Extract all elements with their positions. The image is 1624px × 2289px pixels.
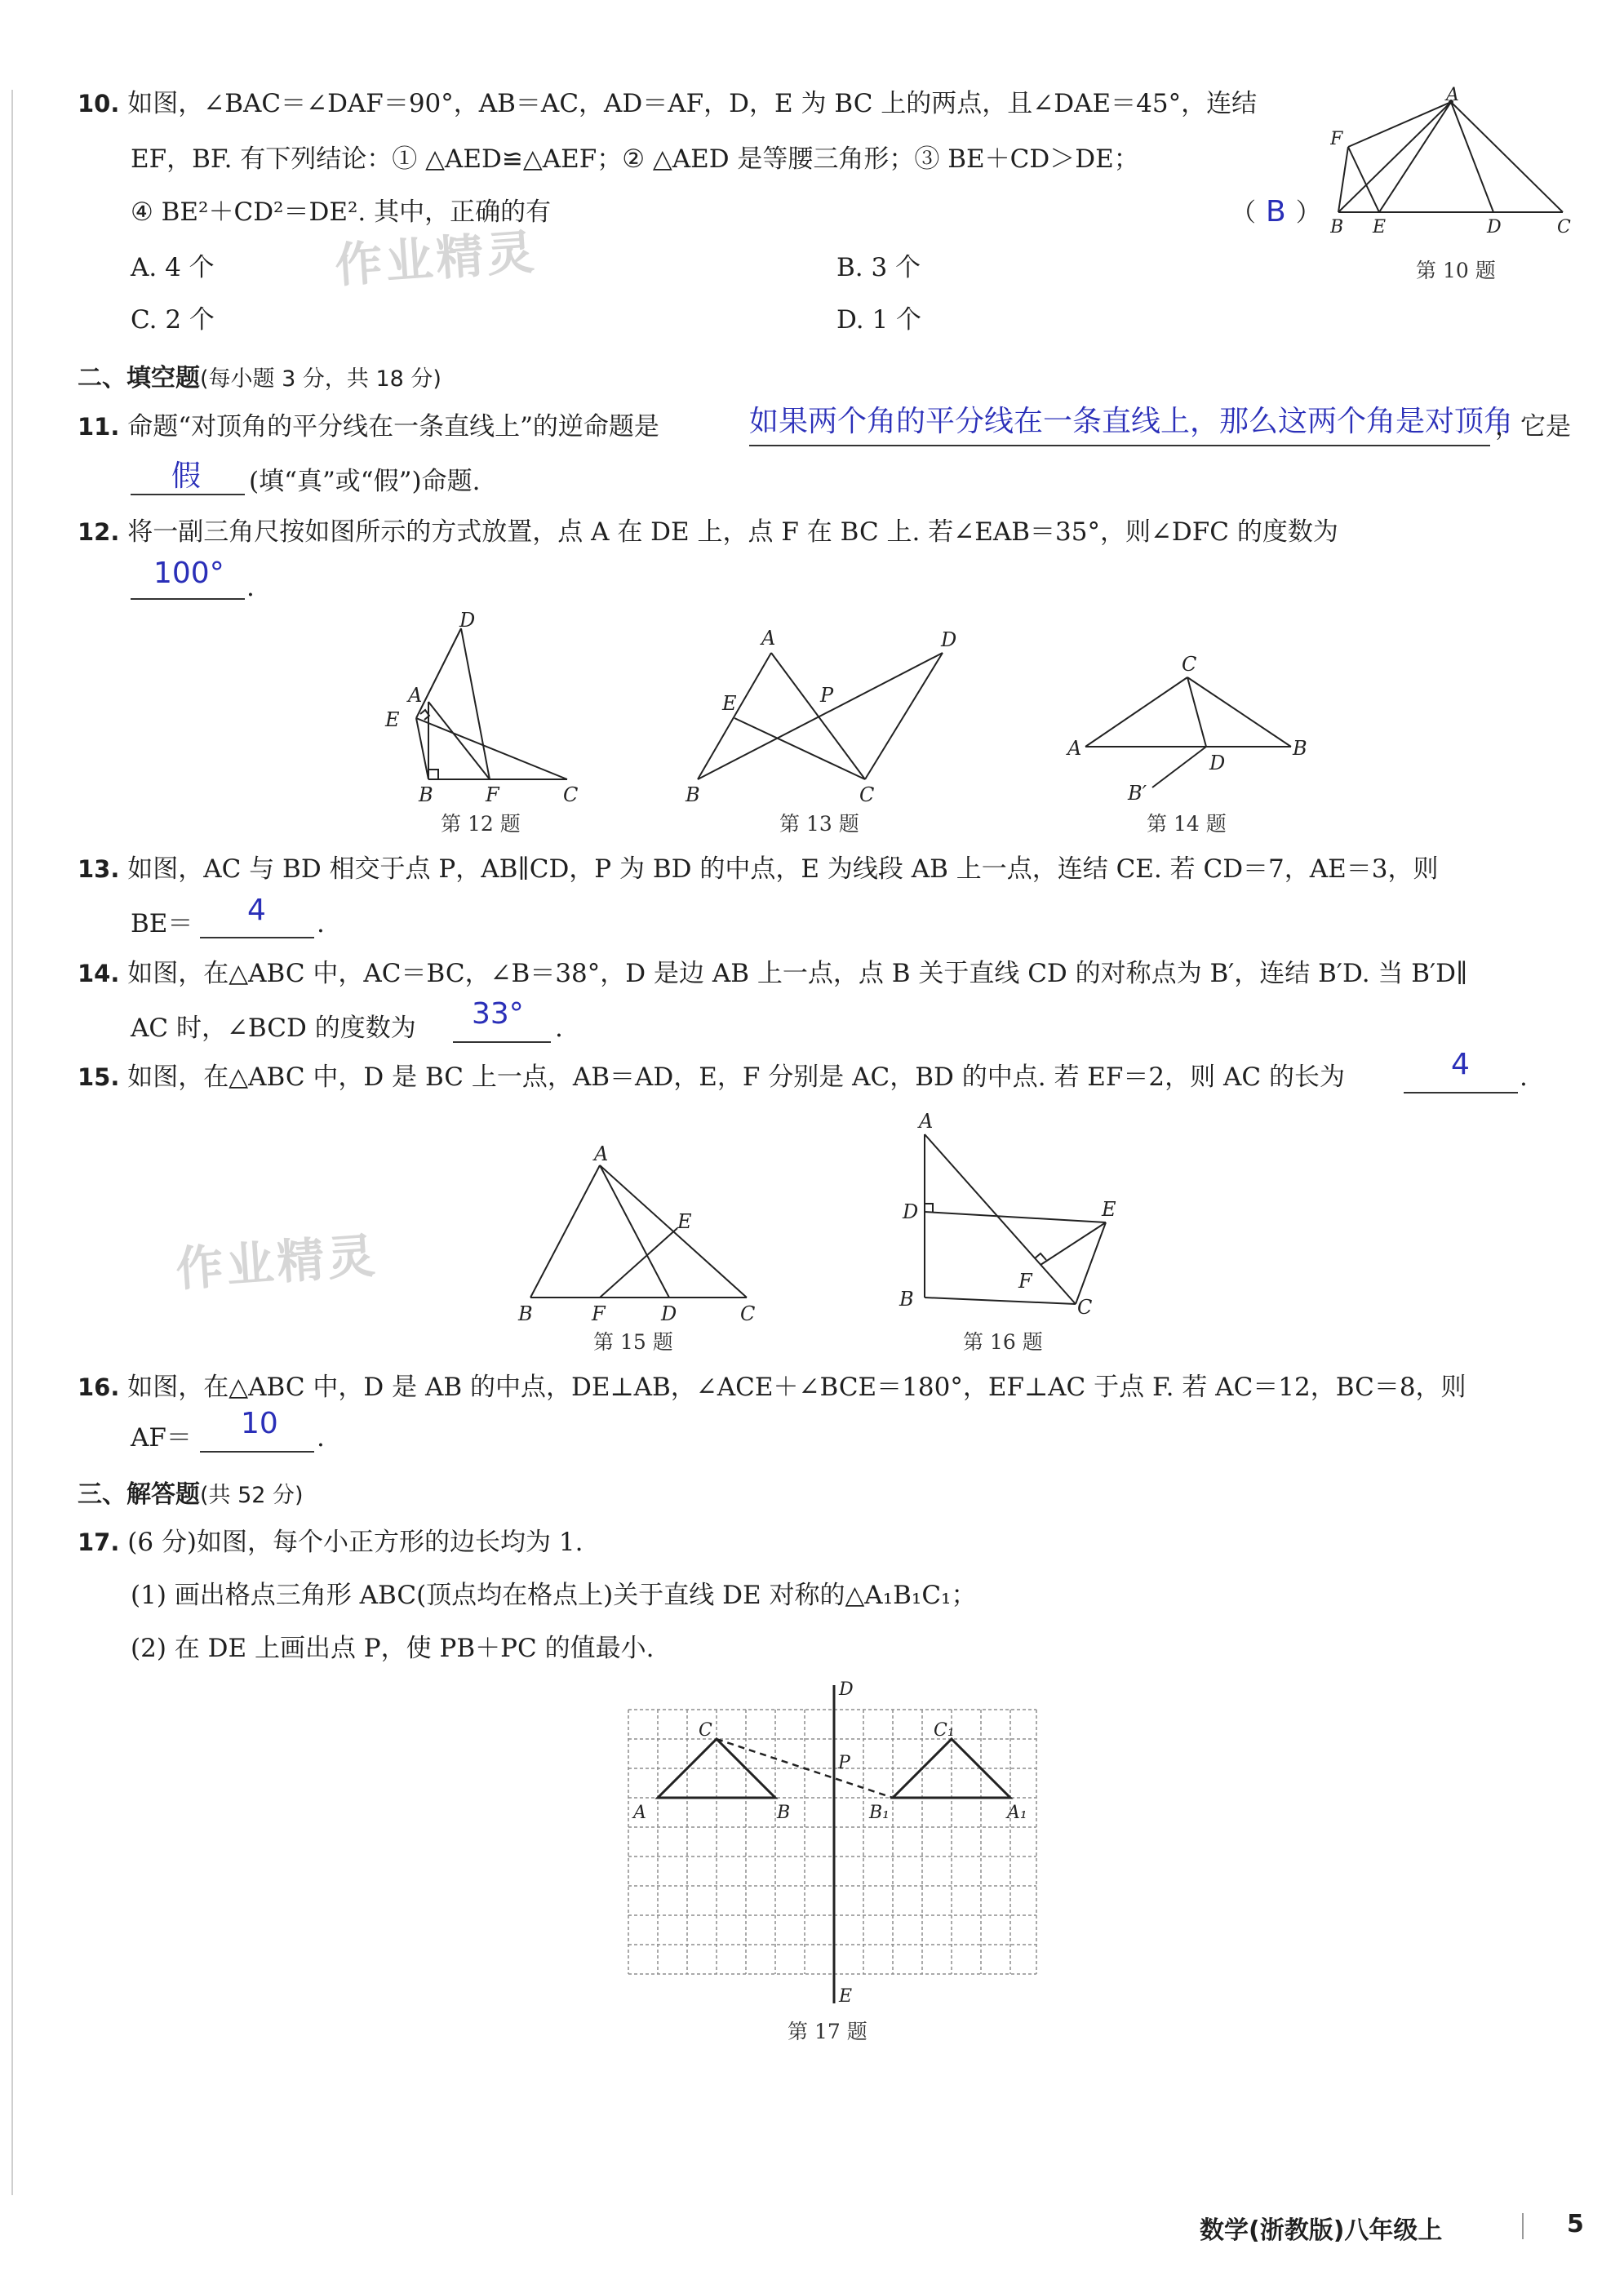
q17-sub1: (1) 画出格点三角形 ABC(顶点均在格点上)关于直线 DE 对称的△A₁B₁C₁； [131,1581,977,1610]
q15-text: 如图，在△ABC 中，D 是 BC 上一点，AB＝AD，E，F 分别是 AC，BD 的中点. 若 EF＝2，则 AC 的长为 [127,1062,1345,1092]
q15-answer: 4 [1451,1048,1470,1081]
question-number: 10. [78,90,120,118]
figure-17 [620,1677,1045,2020]
fig15-label-f: F [592,1302,606,1322]
q14-answer: 33° [472,997,524,1031]
q11-line2: (填“真”或“假”)命题. [249,467,481,496]
figure-13-caption: 第 13 题 [779,812,859,836]
q10-option-d: D. 1 个 [836,305,922,335]
fig15-label-a: A [594,1142,609,1165]
q17-sub2: (2) 在 DE 上画出点 P，使 PB＋PC 的值最小. [131,1634,654,1663]
fig12-label-f: F [486,783,499,806]
fig12-label-c: C [563,783,579,806]
fig15-label-b: B [518,1302,533,1322]
question-number: 16. [78,1373,120,1401]
fig17-label-a: A [633,1803,646,1823]
page-number: 5 [1567,2210,1584,2238]
footer-divider [1522,2213,1524,2239]
fig12-label-a: A [408,684,423,707]
fig13-label-c: C [859,783,875,806]
fig10-label-d: D [1487,217,1502,237]
figure-15 [514,1142,767,1322]
q16-answer: 10 [241,1407,278,1440]
q12-text: 将一副三角尺按如图所示的方式放置，点 A 在 DE 上，点 F 在 BC 上. 若∠EAB＝35°，则∠DFC 的度数为 [127,517,1338,547]
section-note: (每小题 3 分，共 18 分) [200,366,441,392]
question-number: 14. [78,960,120,987]
q13-blank [200,937,314,938]
q13-line1 [78,853,1439,885]
fig16-label-e: E [1102,1198,1116,1221]
fig15-label-c: C [740,1302,756,1322]
q17-text: (6 分)如图，每个小正方形的边长均为 1. [127,1528,583,1557]
fig17-label-e: E [839,1986,853,2007]
q10-option-b: B. 3 个 [836,253,921,282]
q17-line1 [78,1526,583,1559]
q14-blank [453,1041,551,1043]
fig14-label-d: D [1209,752,1226,774]
fig17-label-c1: C₁ [934,1720,955,1741]
fig16-label-b: B [899,1288,914,1311]
fig13-label-b: B [686,783,700,806]
q14-text: 如图，在△ABC 中，AC＝BC，∠B＝38°，D 是边 AB 上一点，点 B 关于直线 CD 的对称点为 B′，连结 B′D. 当 B′D∥ [127,959,1468,988]
q16-text: 如图，在△ABC 中，D 是 AB 的中点，DE⊥AB，∠ACE＋∠BCE＝180°，EF⊥AC 于点 F. 若 AC＝12，BC＝8，则 [127,1373,1466,1402]
watermark: 作业精灵 [333,224,539,294]
section-2-heading [78,357,441,393]
q14-line1 [78,957,1467,990]
question-number: 13. [78,855,120,883]
figure-13 [681,620,975,808]
figure-14 [1061,649,1314,804]
fig17-label-d: D [839,1679,854,1700]
fig12-label-b: B [419,783,433,806]
q13-end: . [317,909,325,938]
fig10-label-a: A [1446,86,1459,105]
question-number: 15. [78,1063,120,1091]
q14-end: . [555,1014,563,1043]
q15-blank [1404,1092,1518,1093]
q10-answer: B [1266,195,1286,228]
q10-line1 [78,87,1257,120]
figure-16-caption: 第 16 题 [963,1330,1043,1354]
margin-rule [11,90,13,2195]
fig15-label-e: E [677,1210,692,1233]
q14-prefix: AC 时，∠BCD 的度数为 [131,1014,416,1043]
figure-12 [371,612,583,808]
question-number: 11. [78,413,120,441]
question-number: 12. [78,518,120,546]
q11-answer-2: 假 [171,459,202,493]
fig13-label-d: D [941,628,957,651]
q11-blank-1 [749,445,1490,446]
paren-open: （ [1231,198,1256,228]
fig14-label-b-prime: B′ [1128,782,1147,804]
fig16-label-a: A [919,1110,934,1133]
q11-line1 [78,410,659,443]
paren-close: ） [1295,198,1321,228]
figure-17-caption: 第 17 题 [788,2020,867,2043]
fig17-label-c: C [699,1720,712,1741]
fig15-label-d: D [661,1302,677,1322]
section-3-heading [78,1474,304,1510]
fig14-label-a: A [1067,737,1082,760]
section-title: 三、解答题 [78,1480,200,1509]
fig14-label-b: B [1293,737,1307,760]
q12-answer: 100° [153,557,224,590]
q10-line2: EF，BF. 有下列结论：① △AED≌△AEF；② △AED 是等腰三角形；③ BE＋CD＞DE； [131,144,1139,174]
footer-subject: 数学(浙教版)八年级上 [1200,2216,1443,2245]
fig12-label-d: D [459,612,476,632]
question-number: 17. [78,1528,120,1556]
fig17-label-a1: A₁ [1007,1803,1027,1823]
fig17-label-p: P [838,1753,850,1773]
q13-answer: 4 [247,894,266,927]
fig10-label-b: B [1330,217,1344,237]
fig10-label-f: F [1330,129,1343,149]
figure-14-caption: 第 14 题 [1147,812,1227,836]
fig13-label-e: E [722,692,737,715]
figure-10-caption: 第 10 题 [1416,259,1496,282]
q11-answer-1: 如果两个角的平分线在一条直线上，那么这两个角是对顶角 [749,405,1514,438]
q15-end: . [1520,1062,1528,1092]
figure-10 [1330,86,1575,282]
fig16-label-c: C [1077,1296,1093,1319]
section-note: (共 52 分) [200,1483,304,1508]
fig10-label-c: C [1557,217,1571,237]
q10-option-a: A. 4 个 [131,253,215,282]
section-title: 二、填空题 [78,364,200,393]
q15-line1 [78,1061,1345,1093]
q11-text: 命题“对顶角的平分线在一条直线上”的逆命题是 [127,412,659,441]
q12-end: . [246,573,255,602]
fig16-label-d: D [903,1200,919,1223]
q16-blank [200,1451,314,1453]
fig12-label-e: E [385,708,400,731]
q16-line1 [78,1371,1466,1404]
figure-12-caption: 第 12 题 [441,812,521,836]
fig13-label-a: A [761,627,776,650]
q12-line1 [78,516,1338,548]
figure-15-caption: 第 15 题 [593,1330,673,1354]
q10-text: 如图，∠BAC＝∠DAF＝90°，AB＝AC，AD＝AF，D，E 为 BC 上的两点，且∠DAE＝45°，连结 [127,89,1258,118]
q10-line3: ④ BE²＋CD²＝DE². 其中，正确的有 [131,197,552,227]
q10-option-c: C. 2 个 [131,305,215,335]
q16-prefix: AF＝ [131,1423,192,1453]
fig17-label-b: B [777,1803,791,1823]
q16-end: . [317,1423,325,1453]
fig17-label-b1: B₁ [869,1803,890,1823]
fig10-label-e: E [1373,217,1387,237]
watermark: 作业精灵 [174,1227,380,1298]
q10-answer-paren [1231,196,1321,229]
figure-16 [890,1110,1134,1322]
fig16-label-f: F [1018,1270,1032,1293]
q13-text: 如图，AC 与 BD 相交于点 P，AB∥CD，P 为 BD 的中点，E 为线段 AB 上一点，连结 CE. 若 CD＝7，AE＝3，则 [127,854,1439,884]
fig13-label-p: P [820,684,834,707]
q12-blank [131,598,245,600]
q11-tail: ，它是 [1495,412,1571,441]
fig14-label-c: C [1182,653,1197,676]
q13-prefix: BE＝ [131,909,193,938]
